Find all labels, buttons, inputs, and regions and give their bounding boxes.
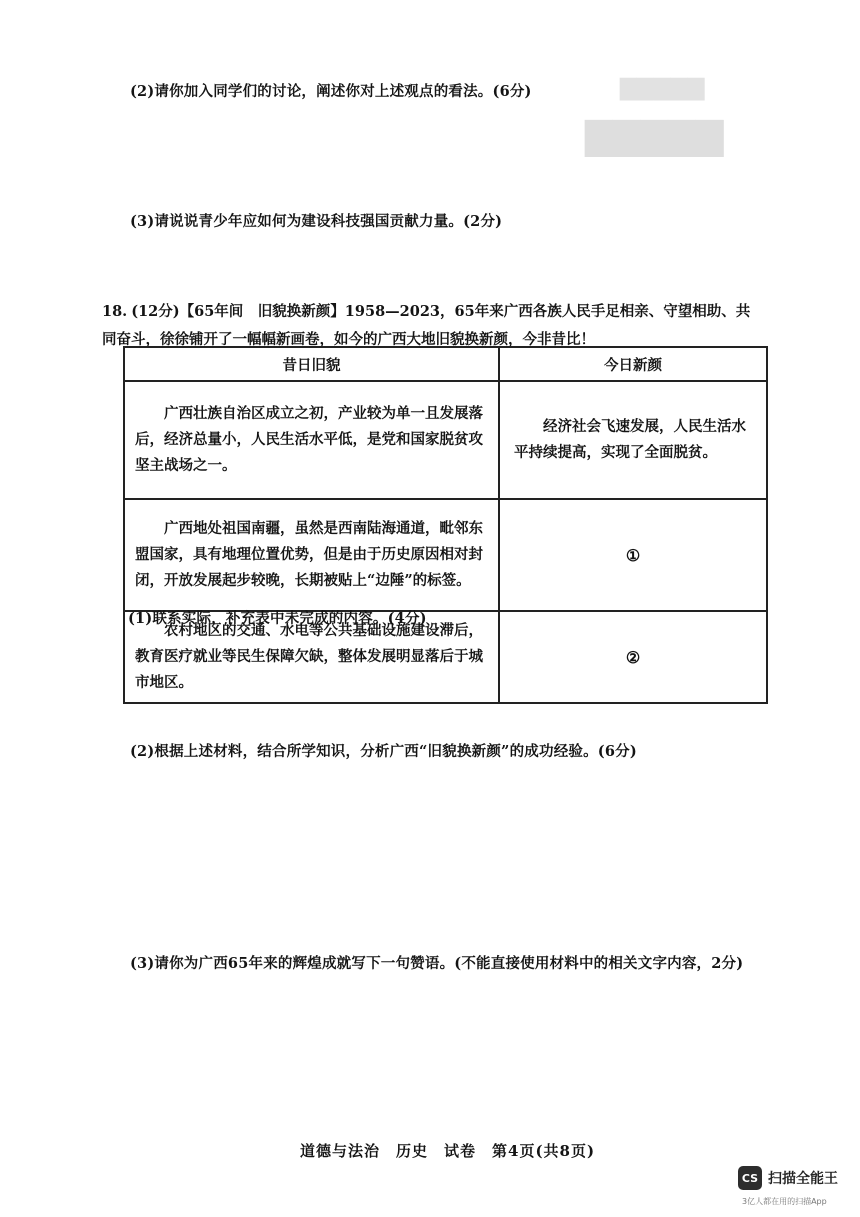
table-row [124,499,767,611]
q17-part2-prompt: (2)请你加入同学们的讨论，阐述你对上述观点的看法。(6分) [130,83,532,100]
q18-part2-prompt: (2)根据上述材料，结合所学知识，分析广西“旧貌换新颜”的成功经验。(6分) [130,743,637,760]
blank-marker-2: ② [499,611,767,703]
table-header-row [124,347,767,381]
table-cell-past: 广西壮族自治区成立之初，产业较为单一且发展落后，经济总量小，人民生活水平低，是党和国家脱贫攻坚主战场之一。 [124,381,499,499]
camscanner-logo-icon: CS [738,1166,762,1190]
question-number: 18. [102,303,128,320]
table-cell-present: 经济社会飞速发展，人民生活水平持续提高，实现了全面脱贫。 [499,381,767,499]
table-cell-past: 广西地处祖国南疆，虽然是西南陆海通道，毗邻东盟国家，具有地理位置优势，但是由于历史原因相对封闭，开放发展起步较晚，长期被贴上“边陲”的标签。 [124,499,499,611]
blank-marker-1: ① [499,499,767,611]
show-through-ghost: ▇▇▇▇▇ [585,115,724,157]
scanner-brand-name: 扫描全能王 [768,1171,838,1187]
q18-part3-prompt: (3)请你为广西65年来的辉煌成就写下一句赞语。(不能直接使用材料中的相关文字内容，2分) [130,955,744,972]
scanner-watermark [738,1166,838,1190]
comparison-table [123,346,768,704]
q17-part3-prompt: (3)请说说青少年应如何为建设科技强国贡献力量。(2分) [130,213,503,230]
table-row [124,381,767,499]
table-cell-past: 农村地区的交通、水电等公共基础设施建设滞后，教育医疗就业等民生保障欠缺，整体发展明显落后于城市地区。 [124,611,499,703]
q18-intro-text: (12分)【65年间 旧貌换新颜】1958—2023，65年来广西各族人民手足相亲、守望相助、共同奋斗，徐徐铺开了一幅幅新画卷，如今的广西大地旧貌换新颜，今非昔比！ [102,303,751,348]
table-header-present: 今日新颜 [499,347,767,381]
scanner-brand-tagline: 3亿人都在用的扫描App [742,1197,827,1206]
q18-part1-prompt: (1)联系实际，补充表中未完成的内容。(4分) [128,610,427,627]
show-through-ghost: ▇▇▇▇▇ [620,75,705,101]
page-footer: 道德与法治 历史 试卷 第4页(共8页) [300,1142,596,1160]
table-header-past: 昔日旧貌 [124,347,499,381]
